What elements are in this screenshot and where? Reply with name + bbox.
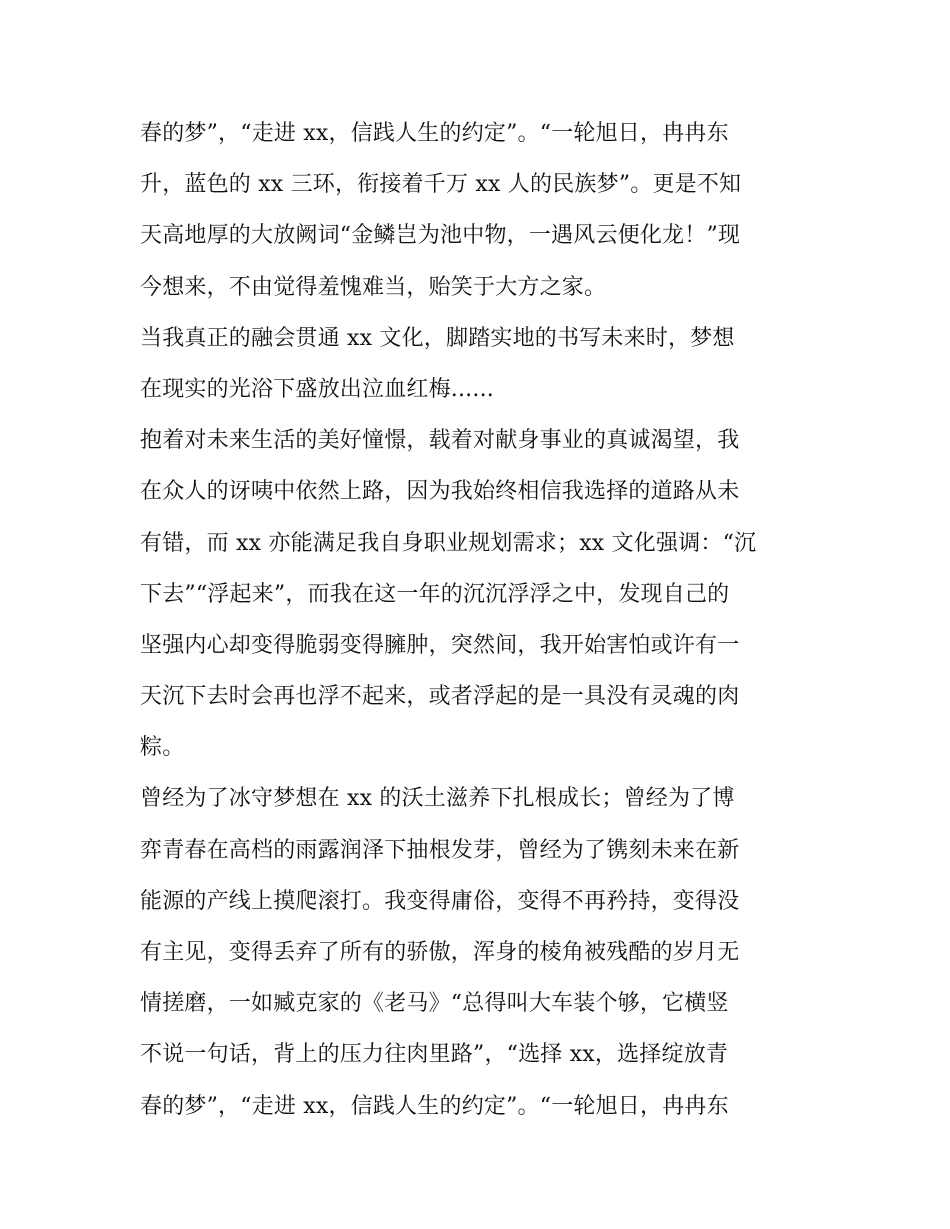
- text-line: 春的梦”，“走进 xx，信践人生的约定”。“一轮旭日，冉冉东: [140, 1093, 729, 1119]
- text-line: 今想来，不由觉得羞愧难当，贻笑于大方之家。: [140, 274, 607, 300]
- text-line: 情搓磨，一如臧克家的《老马》“总得叫大车装个够，它横竖: [140, 991, 729, 1017]
- text-line: 天沉下去时会再也浮不起来，或者浮起的是一具没有灵魂的肉: [140, 684, 740, 710]
- body-text: [140, 108, 820, 1132]
- text-line: 春的梦”，“走进 xx，信践人生的约定”。“一轮旭日，冉冉东: [140, 121, 729, 146]
- text-line: 粽。: [140, 735, 185, 761]
- text-line: 有主见，变得丢弃了所有的骄傲，浑身的棱角被残酷的岁月无: [140, 940, 740, 965]
- text-line: 下去”“浮起来”，而我在这一年的沉沉浮浮之中，发现自己的: [140, 581, 730, 607]
- text-line: 坚强内心却变得脆弱变得臃肿，突然间，我开始害怕或许有一: [140, 632, 740, 658]
- text-line: 弈青春在高档的雨露润泽下抽根发芽，曾经为了镌刻未来在新: [140, 837, 740, 863]
- text-line: 天高地厚的大放阙词“金鳞岂为池中物，一遇风云便化龙！”现: [140, 223, 741, 249]
- text-line: 抱着对未来生活的美好憧憬，载着对献身事业的真诚渴望，我: [140, 428, 740, 454]
- text-line: 升，蓝色的 xx 三环，衔接着千万 xx 人的民族梦”。更是不知: [140, 172, 742, 198]
- text-line: 不说一句话，背上的压力往肉里路”，“选择 xx，选择绽放青: [140, 1042, 729, 1068]
- text-line: 有错，而 xx 亦能满足我自身职业规划需求；xx 文化强调：“沉: [140, 530, 757, 556]
- text-line: 能源的产线上摸爬滚打。我变得庸俗，变得不再矜持，变得没: [140, 888, 740, 914]
- text-line: 曾经为了冰守梦想在 xx 的沃土滋养下扎根成长；曾经为了博: [140, 786, 735, 812]
- text-line: 在现实的光浴下盛放出泣血红梅......: [140, 376, 494, 402]
- text-line: 在众人的讶咦中依然上路，因为我始终相信我选择的道路从未: [140, 479, 740, 505]
- text-line: 当我真正的融会贯通 xx 文化，脚踏实地的书写未来时，梦想: [140, 325, 735, 351]
